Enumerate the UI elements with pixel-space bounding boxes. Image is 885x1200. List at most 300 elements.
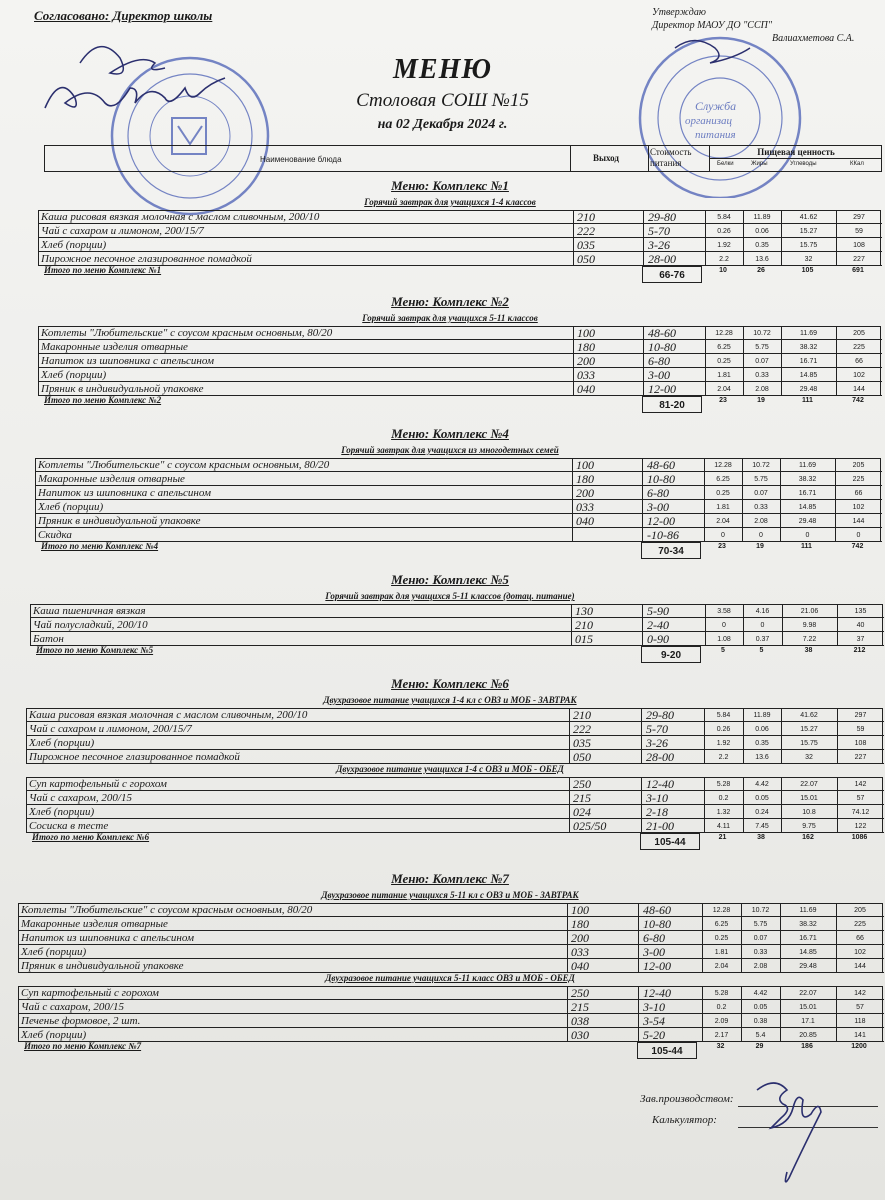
table-row <box>36 487 882 500</box>
dish-kcal: 108 <box>853 242 865 249</box>
dish-kcal: 297 <box>853 214 865 221</box>
total-label: Итого по меню Комплекс №5 <box>36 645 154 655</box>
dish-protein: 1.92 <box>717 242 731 249</box>
dish-fat: 0.33 <box>755 372 769 379</box>
dish-name: Печенье формовое, 2 шт. <box>21 1015 141 1027</box>
header-nutrition: Пищевая ценность <box>757 147 835 157</box>
dish-fat: 2.08 <box>755 386 769 393</box>
header-output: Выход <box>593 153 619 163</box>
dish-table <box>18 986 883 1042</box>
dish-carbs: 14.85 <box>799 372 818 379</box>
dish-kcal: 205 <box>854 907 866 914</box>
dish-protein: 5.84 <box>716 712 731 719</box>
table-row <box>36 473 882 486</box>
total-protein: 23 <box>718 543 726 550</box>
dish-protein: 6.25 <box>714 921 729 928</box>
dish-output: 040 <box>571 960 589 973</box>
dish-price: 6-80 <box>647 487 669 500</box>
dish-name: Чай с сахаром и лимоном, 200/15/7 <box>41 225 204 237</box>
dish-output: 210 <box>573 709 591 722</box>
dish-name: Чай с сахаром, 200/15 <box>21 1001 124 1013</box>
dish-fat: 0.38 <box>753 1018 768 1025</box>
dish-kcal: 141 <box>854 1032 866 1039</box>
complex-title: Меню: Комплекс №2 <box>391 294 509 309</box>
dish-fat: 0.33 <box>753 949 768 956</box>
dish-price: 12-00 <box>643 960 671 973</box>
dish-carbs: 21.06 <box>800 608 819 615</box>
dish-price: 5-20 <box>643 1029 665 1042</box>
dish-price: 28-00 <box>648 253 676 266</box>
total-fat: 29 <box>755 1043 764 1050</box>
dish-name: Макаронные изделия отварные <box>38 473 185 485</box>
dish-kcal: 40 <box>856 622 865 629</box>
dish-kcal: 225 <box>853 344 865 351</box>
dish-kcal: 205 <box>853 330 865 337</box>
dish-name: Пирожное песочное глазированное помадкой <box>29 751 240 763</box>
dish-fat: 13.6 <box>755 256 769 263</box>
dish-name: Чай с сахаром и лимоном, 200/15/7 <box>29 723 192 735</box>
dish-price: 48-60 <box>643 904 671 917</box>
dish-kcal: 135 <box>854 608 867 615</box>
group-heading: Горячий завтрак для учащихся 5-11 классов (дотац. питание) <box>325 591 575 601</box>
group-heading: Двухразовое питание учащихся 1-4 кл с ОВЗ и МОБ - ЗАВТРАК <box>323 695 577 705</box>
dish-output: 035 <box>577 239 595 252</box>
dish-name: Напиток из шиповника с апельсином <box>38 487 211 499</box>
total-carbs: 105 <box>801 267 814 274</box>
dish-protein: 0 <box>722 622 726 629</box>
dish-output: 100 <box>577 327 595 340</box>
chef-label: Зав.производством: <box>640 1093 734 1105</box>
dish-kcal: 66 <box>854 490 863 497</box>
table-row <box>19 1015 884 1028</box>
dish-protein: 0.26 <box>717 228 731 235</box>
dish-price: 3-54 <box>643 1015 665 1028</box>
dish-kcal: 144 <box>852 518 865 525</box>
dish-fat: 2.08 <box>754 518 768 525</box>
header-carbs: Углеводы <box>790 161 817 167</box>
dish-output: 222 <box>577 225 595 238</box>
dish-protein: 2.04 <box>714 963 729 970</box>
dish-fat: 0.37 <box>755 636 770 643</box>
table-row <box>19 918 884 931</box>
dish-fat: 0.07 <box>754 490 768 497</box>
dish-fat: 7.45 <box>755 823 769 830</box>
dish-fat: 5.75 <box>755 344 769 351</box>
dish-output: 025/50 <box>573 820 607 833</box>
dish-name: Суп картофельный с горохом <box>21 987 159 999</box>
dish-price: 3-00 <box>648 369 670 382</box>
dish-output: 033 <box>577 369 595 382</box>
dish-name: Котлеты "Любительские" с соусом красным основным, 80/20 <box>21 904 313 916</box>
dish-table <box>18 903 883 973</box>
dish-protein: 0.25 <box>716 490 730 497</box>
total-kcal: 742 <box>851 543 864 550</box>
total-fat: 5 <box>759 647 764 654</box>
dish-name: Скидка <box>38 529 72 541</box>
dish-carbs: 15.75 <box>800 740 818 747</box>
dish-carbs: 29.48 <box>799 963 817 970</box>
total-carbs: 186 <box>801 1043 813 1050</box>
approval-left: Согласовано: Директор школы <box>34 8 213 23</box>
total-cost: 70-34 <box>641 542 701 559</box>
table-row <box>19 960 884 973</box>
table-row <box>27 737 884 750</box>
dish-name: Напиток из шиповника с апельсином <box>21 932 194 944</box>
dish-table <box>38 210 881 266</box>
dish-fat: 4.42 <box>755 781 769 788</box>
dish-price: 6-80 <box>648 355 670 368</box>
dish-output <box>576 529 640 542</box>
dish-output: 030 <box>571 1029 589 1042</box>
total-protein: 5 <box>721 647 725 654</box>
dish-kcal: 57 <box>856 795 865 802</box>
header-fat: Жиры <box>751 161 768 167</box>
dish-name: Каша рисовая вязкая молочная с маслом сливочным, 200/10 <box>29 709 308 721</box>
dish-carbs: 16.71 <box>799 935 817 942</box>
table-row <box>27 751 884 764</box>
dish-price: 28-00 <box>646 751 674 764</box>
dish-protein: 0.25 <box>717 358 731 365</box>
dish-name: Хлеб (порции) <box>41 239 107 251</box>
dish-carbs: 15.27 <box>799 228 818 235</box>
dish-price: 12-40 <box>643 987 671 1000</box>
header-cost: Стоимость питания <box>650 147 692 168</box>
dish-kcal: 66 <box>856 935 864 942</box>
dish-name: Котлеты "Любительские" с соусом красным основным, 80/20 <box>41 327 333 339</box>
svg-text:Служба: Служба <box>695 99 737 113</box>
dish-carbs: 16.71 <box>799 358 818 365</box>
header-kcal: ККал <box>850 161 864 167</box>
approval-right-line-1: Утверждаю <box>652 7 706 18</box>
dish-price: 12-40 <box>646 778 674 791</box>
dish-fat: 0 <box>759 532 763 539</box>
svg-text:организац: организац <box>685 115 733 127</box>
dish-protein: 3.58 <box>717 608 731 615</box>
dish-price: 21-00 <box>646 820 674 833</box>
table-row <box>19 946 884 959</box>
dish-kcal: 102 <box>854 949 866 956</box>
group-heading: Двухразовое питание учащихся 1-4 с ОВЗ и МОБ - ОБЕД <box>336 764 564 774</box>
dish-fat: 0 <box>760 622 765 629</box>
dish-protein: 2.09 <box>714 1018 729 1025</box>
dish-protein: 6.25 <box>716 476 730 483</box>
total-kcal: 212 <box>853 647 866 654</box>
dish-fat: 10.72 <box>751 907 770 914</box>
dish-protein: 2.2 <box>718 754 729 761</box>
table-row <box>19 904 884 917</box>
dish-carbs: 15.75 <box>799 242 818 249</box>
dish-protein: 0.2 <box>718 795 729 802</box>
dish-name: Чай полусладкий, 200/10 <box>33 619 148 631</box>
dish-kcal: 144 <box>853 386 865 393</box>
dish-output: 210 <box>575 619 593 632</box>
dish-fat: 4.42 <box>753 990 768 997</box>
dish-price: 10-80 <box>647 473 675 486</box>
dish-carbs: 11.69 <box>799 907 817 914</box>
table-header <box>44 145 882 172</box>
dish-price: 5-70 <box>648 225 670 238</box>
dish-protein: 0.25 <box>714 935 729 942</box>
dish-name: Батон <box>33 633 64 645</box>
total-kcal: 742 <box>852 397 864 404</box>
dish-name: Макаронные изделия отварные <box>41 341 188 353</box>
dish-protein: 0 <box>721 532 725 539</box>
dish-carbs: 32 <box>804 256 813 263</box>
approval-right-line-3: Валиахметова С.А. <box>772 33 855 44</box>
dish-output: 250 <box>571 987 589 1000</box>
dish-carbs: 11.69 <box>799 462 816 469</box>
dish-protein: 1.92 <box>716 740 731 747</box>
total-fat: 19 <box>756 543 764 550</box>
chef-signature <box>745 1068 835 1183</box>
dish-output: 210 <box>577 211 595 224</box>
page-subtitle: Столовая СОШ №15 <box>356 90 529 111</box>
dish-fat: 0.35 <box>755 242 769 249</box>
header-protein: Белки <box>717 161 734 167</box>
total-cost: 81-20 <box>642 396 702 413</box>
dish-kcal: 118 <box>854 1018 866 1025</box>
total-cost: 105-44 <box>640 833 700 850</box>
dish-output: 200 <box>577 355 595 368</box>
dish-kcal: 144 <box>854 963 866 970</box>
dish-fat: 10.72 <box>753 330 771 337</box>
dish-protein: 6.25 <box>717 344 731 351</box>
dish-protein: 1.81 <box>717 372 731 379</box>
dish-price: 10-80 <box>648 341 676 354</box>
dish-price: 3-26 <box>648 239 670 252</box>
total-carbs: 111 <box>801 543 812 550</box>
dish-kcal: 227 <box>854 754 867 761</box>
dish-price: 12-00 <box>648 383 676 396</box>
total-kcal: 1200 <box>851 1043 867 1050</box>
dish-price: 29-80 <box>648 211 676 224</box>
group-heading: Двухразовое питание учащихся 5-11 кл с ОВЗ и МОБ - ЗАВТРАК <box>321 890 579 900</box>
dish-carbs: 7.22 <box>802 636 817 643</box>
dish-price: 5-90 <box>647 605 669 618</box>
dish-carbs: 38.32 <box>799 344 818 351</box>
dish-carbs: 41.62 <box>800 712 818 719</box>
dish-fat: 10.72 <box>752 462 770 469</box>
table-row <box>39 383 882 396</box>
dish-carbs: 41.62 <box>799 214 818 221</box>
dish-name: Пирожное песочное глазированное помадкой <box>41 253 252 265</box>
dish-name: Каша пшеничная вязкая <box>33 605 146 617</box>
dish-carbs: 15.01 <box>800 795 818 802</box>
table-row <box>39 253 882 266</box>
dish-kcal: 225 <box>852 476 865 483</box>
dish-kcal: 108 <box>854 740 867 747</box>
dish-fat: 0.06 <box>755 228 769 235</box>
total-cost: 105-44 <box>637 1042 697 1059</box>
dish-carbs: 22.07 <box>800 781 818 788</box>
table-row <box>39 341 882 354</box>
total-protein: 23 <box>719 397 727 404</box>
dish-kcal: 205 <box>852 462 865 469</box>
table-row <box>36 515 882 528</box>
dish-name: Макаронные изделия отварные <box>21 918 168 930</box>
dish-price: 6-80 <box>643 932 665 945</box>
dish-table <box>26 777 883 833</box>
dish-table <box>26 708 883 764</box>
total-protein: 32 <box>716 1043 725 1050</box>
total-kcal: 691 <box>852 267 864 274</box>
dish-kcal: 74.12 <box>851 809 870 816</box>
dish-carbs: 14.85 <box>799 949 817 956</box>
dish-fat: 4.16 <box>755 608 770 615</box>
dish-kcal: 102 <box>852 504 865 511</box>
complex-title: Меню: Комплекс №7 <box>391 871 509 886</box>
dish-price: 3-26 <box>646 737 668 750</box>
dish-protein: 5.28 <box>714 990 729 997</box>
dish-kcal: 142 <box>854 990 866 997</box>
dish-protein: 5.28 <box>716 781 731 788</box>
dish-protein: 0.26 <box>716 726 731 733</box>
dish-fat: 5.75 <box>754 476 768 483</box>
dish-price: 0-90 <box>647 633 669 646</box>
total-fat: 26 <box>757 267 765 274</box>
dish-protein: 12.28 <box>715 330 733 337</box>
dish-price: 29-80 <box>646 709 674 722</box>
dish-name: Хлеб (порции) <box>29 806 95 818</box>
dish-carbs: 38.32 <box>799 921 817 928</box>
dish-fat: 11.89 <box>753 214 771 221</box>
total-protein: 21 <box>718 834 727 841</box>
dish-name: Хлеб (порции) <box>21 1029 87 1041</box>
dish-fat: 0.05 <box>753 1004 768 1011</box>
table-row <box>19 987 884 1000</box>
page-title: МЕНЮ <box>393 54 492 85</box>
table-row <box>39 369 882 382</box>
page-date: на 02 Декабря 2024 г. <box>377 117 508 132</box>
table-row <box>39 225 882 238</box>
dish-price: 3-00 <box>643 946 665 959</box>
table-row <box>27 792 884 805</box>
dish-kcal: 227 <box>853 256 865 263</box>
dish-kcal: 142 <box>854 781 867 788</box>
approval-right-line-2: Директор МАОУ ДО "ССП" <box>652 20 773 31</box>
table-row <box>19 932 884 945</box>
dish-name: Пряник в индивидуальной упаковке <box>38 515 201 527</box>
dish-carbs: 9.98 <box>802 622 817 629</box>
dish-output: 130 <box>575 605 593 618</box>
dish-output: 215 <box>571 1001 589 1014</box>
table-row <box>27 778 884 791</box>
dish-output: 033 <box>576 501 594 514</box>
complex-title: Меню: Комплекс №6 <box>391 676 509 691</box>
complex-title: Меню: Комплекс №4 <box>391 426 509 441</box>
total-carbs: 111 <box>802 397 813 404</box>
dish-table <box>30 604 883 646</box>
dish-output: 015 <box>575 633 593 646</box>
svg-text:питания: питания <box>695 129 736 141</box>
total-label: Итого по меню Комплекс №6 <box>32 832 150 842</box>
dish-name: Суп картофельный с горохом <box>29 778 167 790</box>
dish-kcal: 102 <box>853 372 865 379</box>
dish-output: 100 <box>576 459 594 472</box>
dish-name: Чай с сахаром, 200/15 <box>29 792 132 804</box>
complex-title: Меню: Комплекс №5 <box>391 572 509 587</box>
dish-price: 48-60 <box>647 459 675 472</box>
dish-fat: 0.33 <box>754 504 768 511</box>
dish-protein: 1.81 <box>716 504 730 511</box>
dish-price: 10-80 <box>643 918 671 931</box>
dish-price: 3-00 <box>647 501 669 514</box>
dish-protein: 5.84 <box>717 214 731 221</box>
dish-kcal: 59 <box>856 726 865 733</box>
dish-carbs: 16.71 <box>798 490 817 497</box>
dish-kcal: 225 <box>854 921 866 928</box>
group-heading: Горячий завтрак для учащихся 1-4 классов <box>364 197 536 207</box>
dish-carbs: 20.85 <box>799 1032 817 1039</box>
header-name: Наименование блюда <box>260 155 342 164</box>
dish-output: 033 <box>571 946 589 959</box>
table-row <box>31 619 884 632</box>
total-cost: 66-76 <box>642 266 702 283</box>
dish-output: 050 <box>573 751 591 764</box>
dish-output: 180 <box>577 341 595 354</box>
dish-output: 050 <box>577 253 595 266</box>
dish-fat: 0.35 <box>755 740 769 747</box>
dish-price: 2-40 <box>647 619 669 632</box>
total-carbs: 162 <box>802 834 814 841</box>
dish-kcal: 66 <box>855 358 863 365</box>
dish-carbs: 9.75 <box>802 823 816 830</box>
total-fat: 38 <box>757 834 765 841</box>
dish-name: Хлеб (порции) <box>21 946 87 958</box>
dish-name: Пряник в индивидуальной упаковке <box>41 383 204 395</box>
dish-fat: 0.05 <box>755 795 769 802</box>
total-label: Итого по меню Комплекс №1 <box>44 265 162 275</box>
dish-carbs: 22.07 <box>799 990 817 997</box>
dish-carbs: 29.48 <box>798 518 817 525</box>
dish-fat: 13.6 <box>755 754 769 761</box>
dish-carbs: 32 <box>805 754 813 761</box>
dish-protein: 2.04 <box>717 386 731 393</box>
dish-table <box>38 326 881 396</box>
dish-fat: 0.07 <box>753 935 768 942</box>
dish-protein: 12.28 <box>714 462 732 469</box>
dish-output: 200 <box>576 487 594 500</box>
dish-price: 5-70 <box>646 723 668 736</box>
dish-carbs: 15.27 <box>800 726 818 733</box>
dish-price: 12-00 <box>647 515 675 528</box>
dish-protein: 1.08 <box>717 636 731 643</box>
dish-price: 48-60 <box>648 327 676 340</box>
table-row <box>39 327 882 340</box>
table-row <box>27 820 884 833</box>
dish-protein: 2.2 <box>719 256 729 263</box>
dish-output: 250 <box>573 778 591 791</box>
dish-output: 222 <box>573 723 591 736</box>
dish-name: Котлеты "Любительские" с соусом красным основным, 80/20 <box>38 459 330 471</box>
dish-carbs: 15.01 <box>799 1004 817 1011</box>
table-row <box>39 239 882 252</box>
dish-protein: 2.04 <box>716 518 730 525</box>
dish-kcal: 37 <box>856 636 865 643</box>
dish-price: 3-10 <box>643 1001 665 1014</box>
group-heading: Двухразовое питание учащихся 5-11 класс ОВЗ и МОБ - ОБЕД <box>325 973 575 983</box>
dish-output: 040 <box>576 515 594 528</box>
dish-output: 180 <box>571 918 589 931</box>
total-cost: 9-20 <box>641 646 701 663</box>
dish-price: 3-10 <box>646 792 668 805</box>
dish-name: Хлеб (порции) <box>38 501 104 513</box>
table-row <box>19 1001 884 1014</box>
dish-name: Каша рисовая вязкая молочная с маслом сливочным, 200/10 <box>41 211 320 223</box>
dish-carbs: 0 <box>805 532 810 539</box>
dish-kcal: 297 <box>854 712 867 719</box>
dish-name: Пряник в индивидуальной упаковке <box>21 960 184 972</box>
